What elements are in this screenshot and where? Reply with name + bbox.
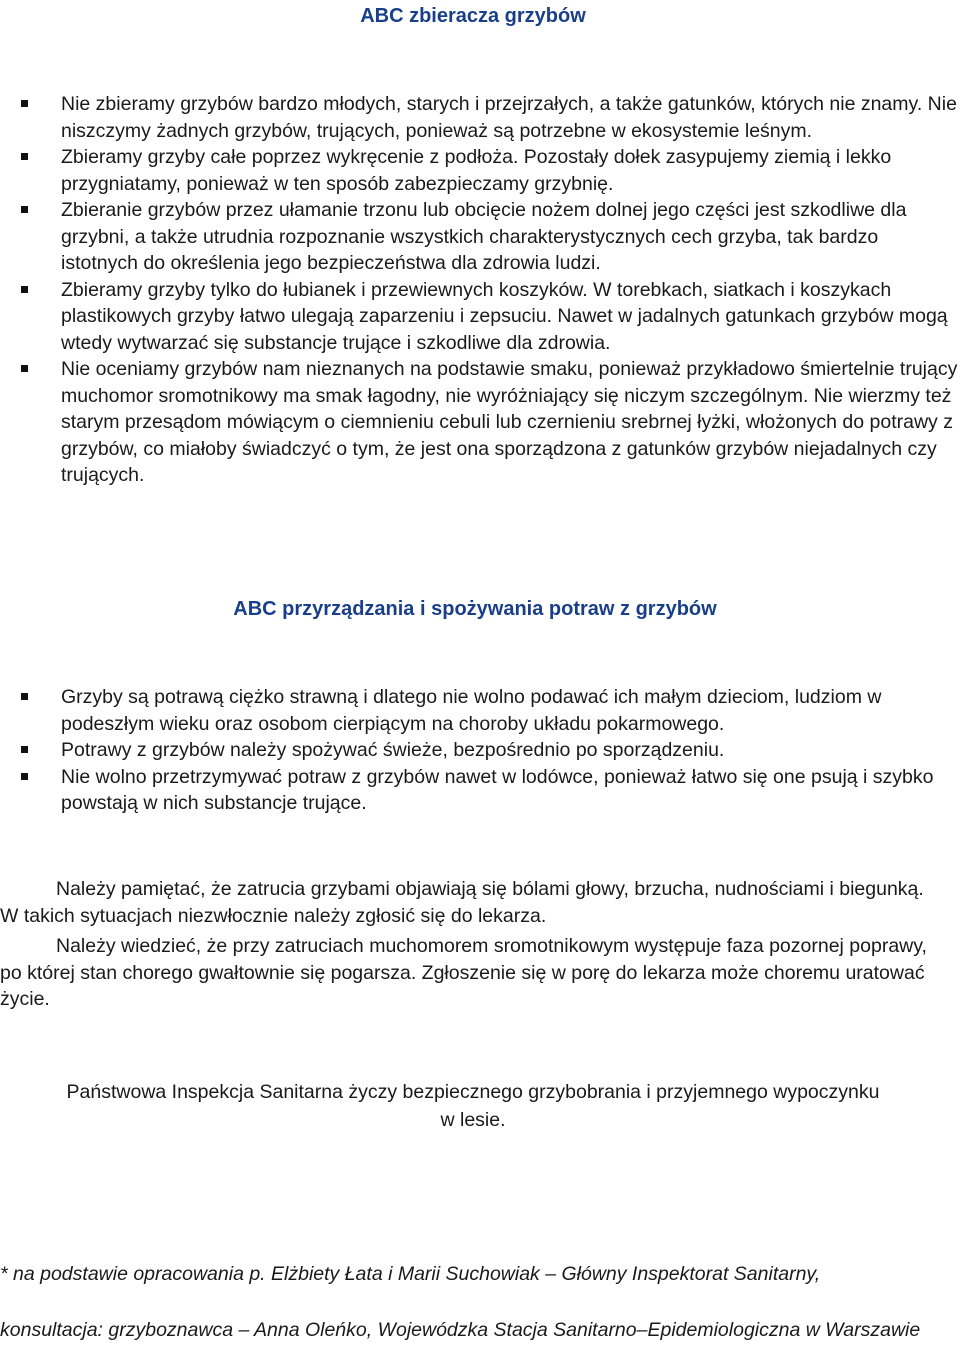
list-item-text: Zbieranie grzybów przez ułamanie trzonu lub obcięcie nożem dolnej jego części jest szkodliwe dla grzybni, a także utrudnia rozpoznanie wszystkich charakterystycznych cech grzyba, tak bardzo istotnych do określenia jego bezpieczeństwa dla zdrowia ludzi. xyxy=(61,199,907,274)
closing-line-2: w lesie. xyxy=(440,1109,506,1131)
footnote-source: * na podstawie opracowania p. Elżbiety Łata i Marii Suchowiak – Główny Inspektorat Sanitarny, xyxy=(0,1263,821,1285)
square-bullet-icon xyxy=(21,773,28,780)
collecting-rules-list xyxy=(0,91,960,489)
list-item xyxy=(0,764,960,817)
list-item-text: Nie zbieramy grzybów bardzo młodych, starych i przejrzałych, a także gatunków, których nie znamy. Nie niszczymy żadnych grzybów, trujących, ponieważ są potrzebne w ekosystemie leśnym. xyxy=(61,93,957,142)
list-item xyxy=(0,144,960,197)
poisoning-symptoms-paragraph: Należy pamiętać, że zatrucia grzybami objawiają się bólami głowy, brzucha, nudnościami i biegunką. W takich sytuacjach niezwłocznie należy zgłosić się do lekarza. xyxy=(0,878,924,927)
square-bullet-icon xyxy=(21,746,28,753)
square-bullet-icon xyxy=(21,365,28,372)
list-item xyxy=(0,197,960,277)
list-item-text: Nie oceniamy grzybów nam nieznanych na podstawie smaku, ponieważ przykładowo śmiertelnie trujący muchomor sromotnikowy ma smak łagodny, nie wyróżniający się niczym szczególnym. Nie wierzmy też starym przesądom mówiącym o ciemnieniu cebuli lub czernieniu srebrnej łyżki, włożonych do potrawy z grzybów, co miałoby świadczyć o tym, że jest ona sporządzona z gatunków grzybów niejadalnych czy trujących. xyxy=(61,358,958,486)
closing-line-1: Państwowa Inspekcja Sanitarna życzy bezpiecznego grzybobrania i przyjemnego wypoczynku xyxy=(66,1081,880,1103)
preparing-rules-list xyxy=(0,684,960,817)
list-item-text: Grzyby są potrawą ciężko strawną i dlatego nie wolno podawać ich małym dzieciom, ludziom w podeszłym wieku oraz osobom cierpiącym na choroby układu pokarmowego. xyxy=(61,686,882,735)
square-bullet-icon xyxy=(21,693,28,700)
section-title-collecting: ABC zbieracza grzybów xyxy=(360,5,586,27)
square-bullet-icon xyxy=(21,100,28,107)
false-improvement-paragraph: Należy wiedzieć, że przy zatruciach muchomorem sromotnikowym występuje faza pozornej poprawy, po której stan chorego gwałtownie się pogarsza. Zgłoszenie się w porę do lekarza może choremu uratować życie. xyxy=(0,935,927,1010)
closing-wishes xyxy=(0,1078,946,1134)
list-item xyxy=(0,684,960,737)
square-bullet-icon xyxy=(21,286,28,293)
footnote-consultation: konsultacja: grzyboznawca – Anna Oleńko, Wojewódzka Stacja Sanitarno–Epidemiologiczna w Warszawie xyxy=(0,1319,921,1341)
list-item xyxy=(0,277,960,357)
list-item xyxy=(0,737,960,764)
list-item-text: Zbieramy grzyby całe poprzez wykręcenie z podłoża. Pozostały dołek zasypujemy ziemią i lekko przygniatamy, ponieważ w ten sposób zabezpieczamy grzybnię. xyxy=(61,146,892,195)
square-bullet-icon xyxy=(21,206,28,213)
list-item xyxy=(0,91,960,144)
list-item-text: Potrawy z grzybów należy spożywać świeże, bezpośrednio po sporządzeniu. xyxy=(61,739,725,761)
section-title-preparing: ABC przyrządzania i spożywania potraw z grzybów xyxy=(233,598,717,620)
list-item-text: Zbieramy grzyby tylko do łubianek i przewiewnych koszyków. W torebkach, siatkach i koszykach plastikowych grzyby łatwo ulegają zaparzeniu i zepsuciu. Nawet w jadalnych gatunkach grzybów mogą wtedy wytwarzać się substancje trujące i szkodliwe dla zdrowia. xyxy=(61,278,948,354)
list-item-text: Nie wolno przetrzymywać potraw z grzybów nawet w lodówce, ponieważ łatwo się one psują i szybko powstają w nich substancje trujące. xyxy=(61,765,934,814)
list-item xyxy=(0,356,960,489)
square-bullet-icon xyxy=(21,153,28,160)
